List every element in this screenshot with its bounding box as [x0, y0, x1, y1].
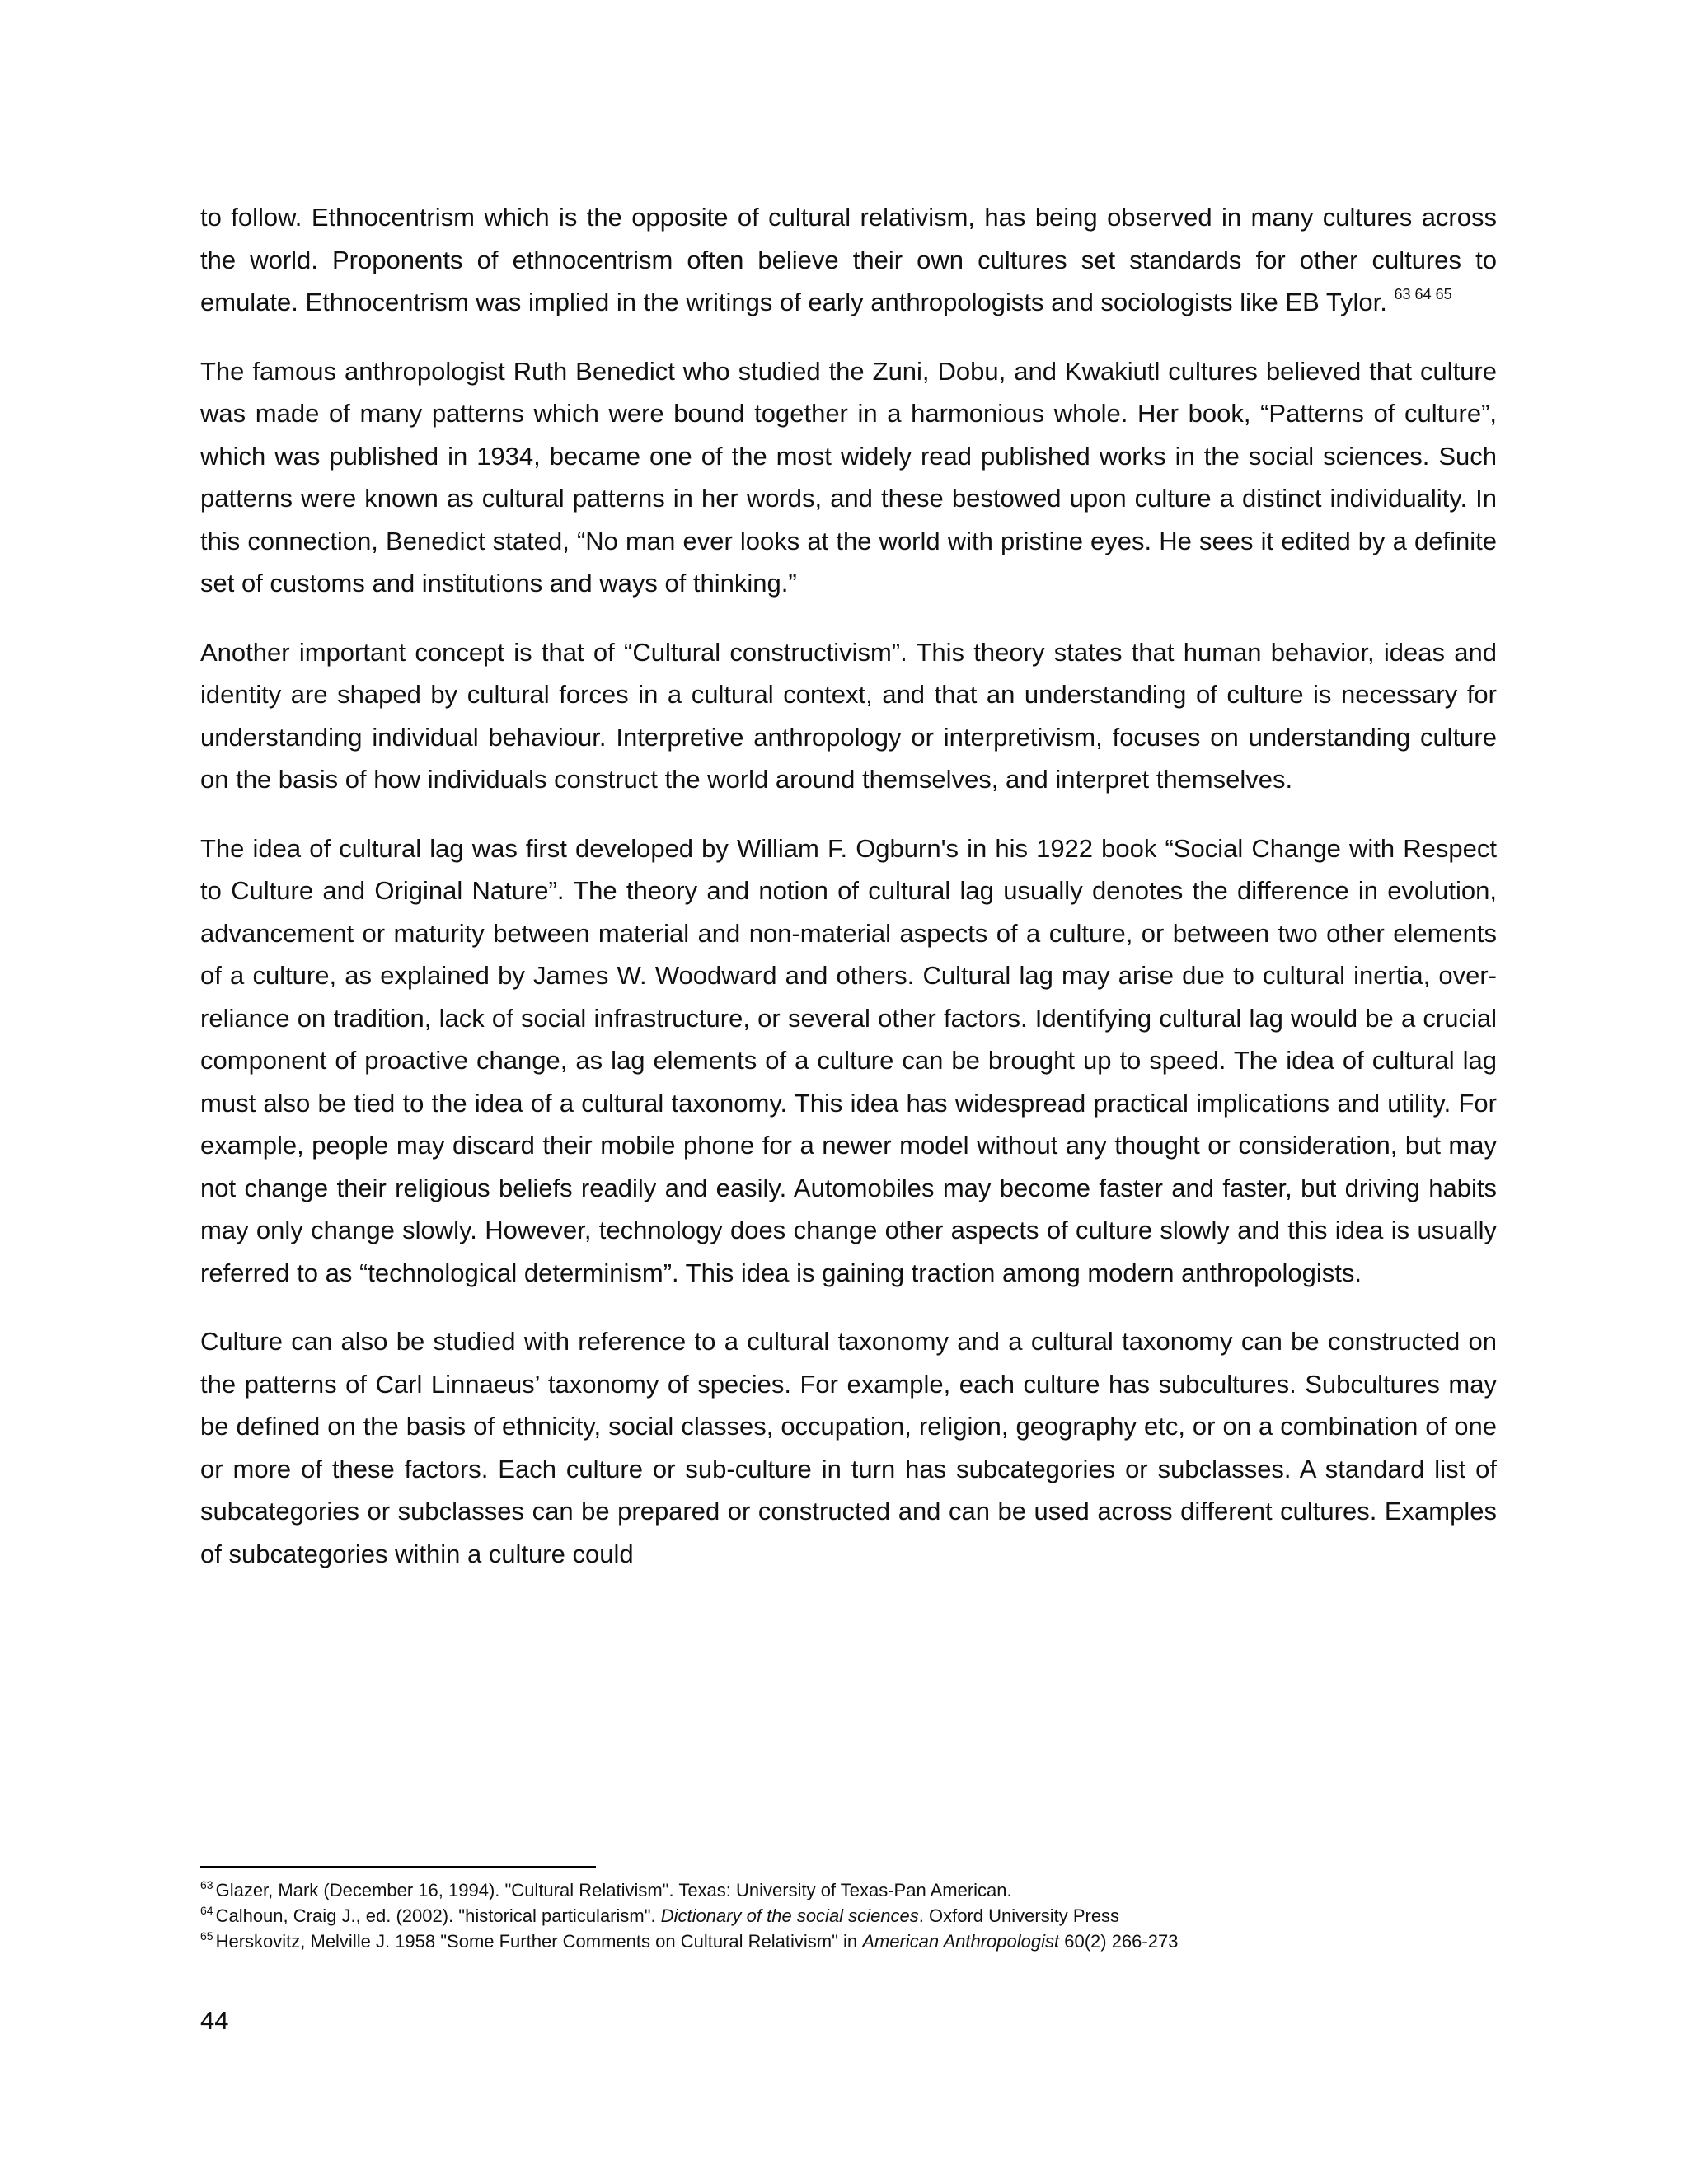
footnote-italic-title: Dictionary of the social sciences	[660, 1905, 919, 1926]
footnote-text: Herskovitz, Melville J. 1958 "Some Further Comments on Cultural Relativism" in	[215, 1931, 863, 1952]
footnote-65	[200, 1929, 1497, 1954]
footnote-63	[200, 1877, 1497, 1903]
footnote-text-end: 60(2) 266-273	[1059, 1931, 1179, 1952]
paragraph-text: to follow. Ethnocentrism which is the opposite of cultural relativism, has being observed in many cultures across the world. Proponents of ethnocentrism often believe their own cultures set standards for other cultures to emulate. Ethnocentrism was implied in the writings of early anthropologists and sociologists like EB Tylor.	[200, 203, 1497, 316]
paragraph-cultural-lag: The idea of cultural lag was first developed by William F. Ogburn's in his 1922 book “Social Change with Respect to Culture and Original Nature”. The theory and notion of cultural lag usually denotes the difference in evolution, advancement or maturity between material and non-material aspects of a culture, or between two other elements of a culture, as explained by James W. Woodward and others. Cultural lag may arise due to cultural inertia, over-reliance on tradition, lack of social infrastructure, or several other factors. Identifying cultural lag would be a crucial component of proactive change, as lag elements of a culture can be brought up to speed. The idea of cultural lag must also be tied to the idea of a cultural taxonomy. This idea has widespread practical implications and utility. For example, people may discard their mobile phone for a newer model without any thought or consideration, but may not change their religious beliefs readily and easily. Automobiles may become faster and faster, but driving habits may only change slowly. However, technology does change other aspects of culture slowly and this idea is usually referred to as “technological determinism”. This idea is gaining traction among modern anthropologists.	[200, 833, 1497, 1287]
paragraph-cultural-taxonomy: Culture can also be studied with reference to a cultural taxonomy and a cultural taxonomy can be constructed on the patterns of Carl Linnaeus’ taxonomy of species. For example, each culture has subcultures. Subcultures may be defined on the basis of ethnicity, social classes, occupation, religion, geography etc, or on a combination of one or more of these factors. Each culture or sub-culture in turn has subcategories or subclasses. A standard list of subcategories or subclasses can be prepared or constructed and can be used across different cultures. Examples of subcategories within a culture could	[200, 1327, 1497, 1568]
footnote-text-end: . Oxford University Press	[918, 1905, 1120, 1926]
footnote-number: 64	[200, 1904, 213, 1917]
paragraph-ethnocentrism	[200, 196, 1497, 324]
footnote-separator	[200, 1866, 596, 1868]
footnote-64	[200, 1903, 1497, 1929]
footnotes	[200, 1877, 1497, 1954]
footnote-italic-title: American Anthropologist	[862, 1931, 1060, 1952]
page-number: 44	[200, 2006, 229, 2035]
footnote-references: 63 64 65	[1394, 286, 1452, 302]
footnote-number: 65	[200, 1929, 213, 1943]
footnote-text: Glazer, Mark (December 16, 1994). "Cultural Relativism". Texas: University of Texas-Pan American.	[215, 1880, 1012, 1900]
footnote-text: Calhoun, Craig J., ed. (2002). "historical particularism".	[215, 1905, 661, 1926]
footnote-number: 63	[200, 1878, 213, 1891]
page-body	[200, 196, 1497, 1601]
paragraph-ruth-benedict: The famous anthropologist Ruth Benedict who studied the Zuni, Dobu, and Kwakiutl cultures believed that culture was made of many patterns which were bound together in a harmonious whole. Her book, “Patterns of culture”, which was published in 1934, became one of the most widely read published works in the social sciences. Such patterns were known as cultural patterns in her words, and these bestowed upon culture a distinct individuality. In this connection, Benedict stated, “No man ever looks at the world with pristine eyes. He sees it edited by a definite set of customs and institutions and ways of thinking.”	[200, 356, 1497, 598]
paragraph-cultural-constructivism: Another important concept is that of “Cultural constructivism”. This theory states that human behavior, ideas and identity are shaped by cultural forces in a cultural context, and that an understanding of culture is necessary for understanding individual behaviour. Interpretive anthropology or interpretivism, focuses on understanding culture on the basis of how individuals construct the world around themselves, and interpret themselves.	[200, 637, 1497, 794]
